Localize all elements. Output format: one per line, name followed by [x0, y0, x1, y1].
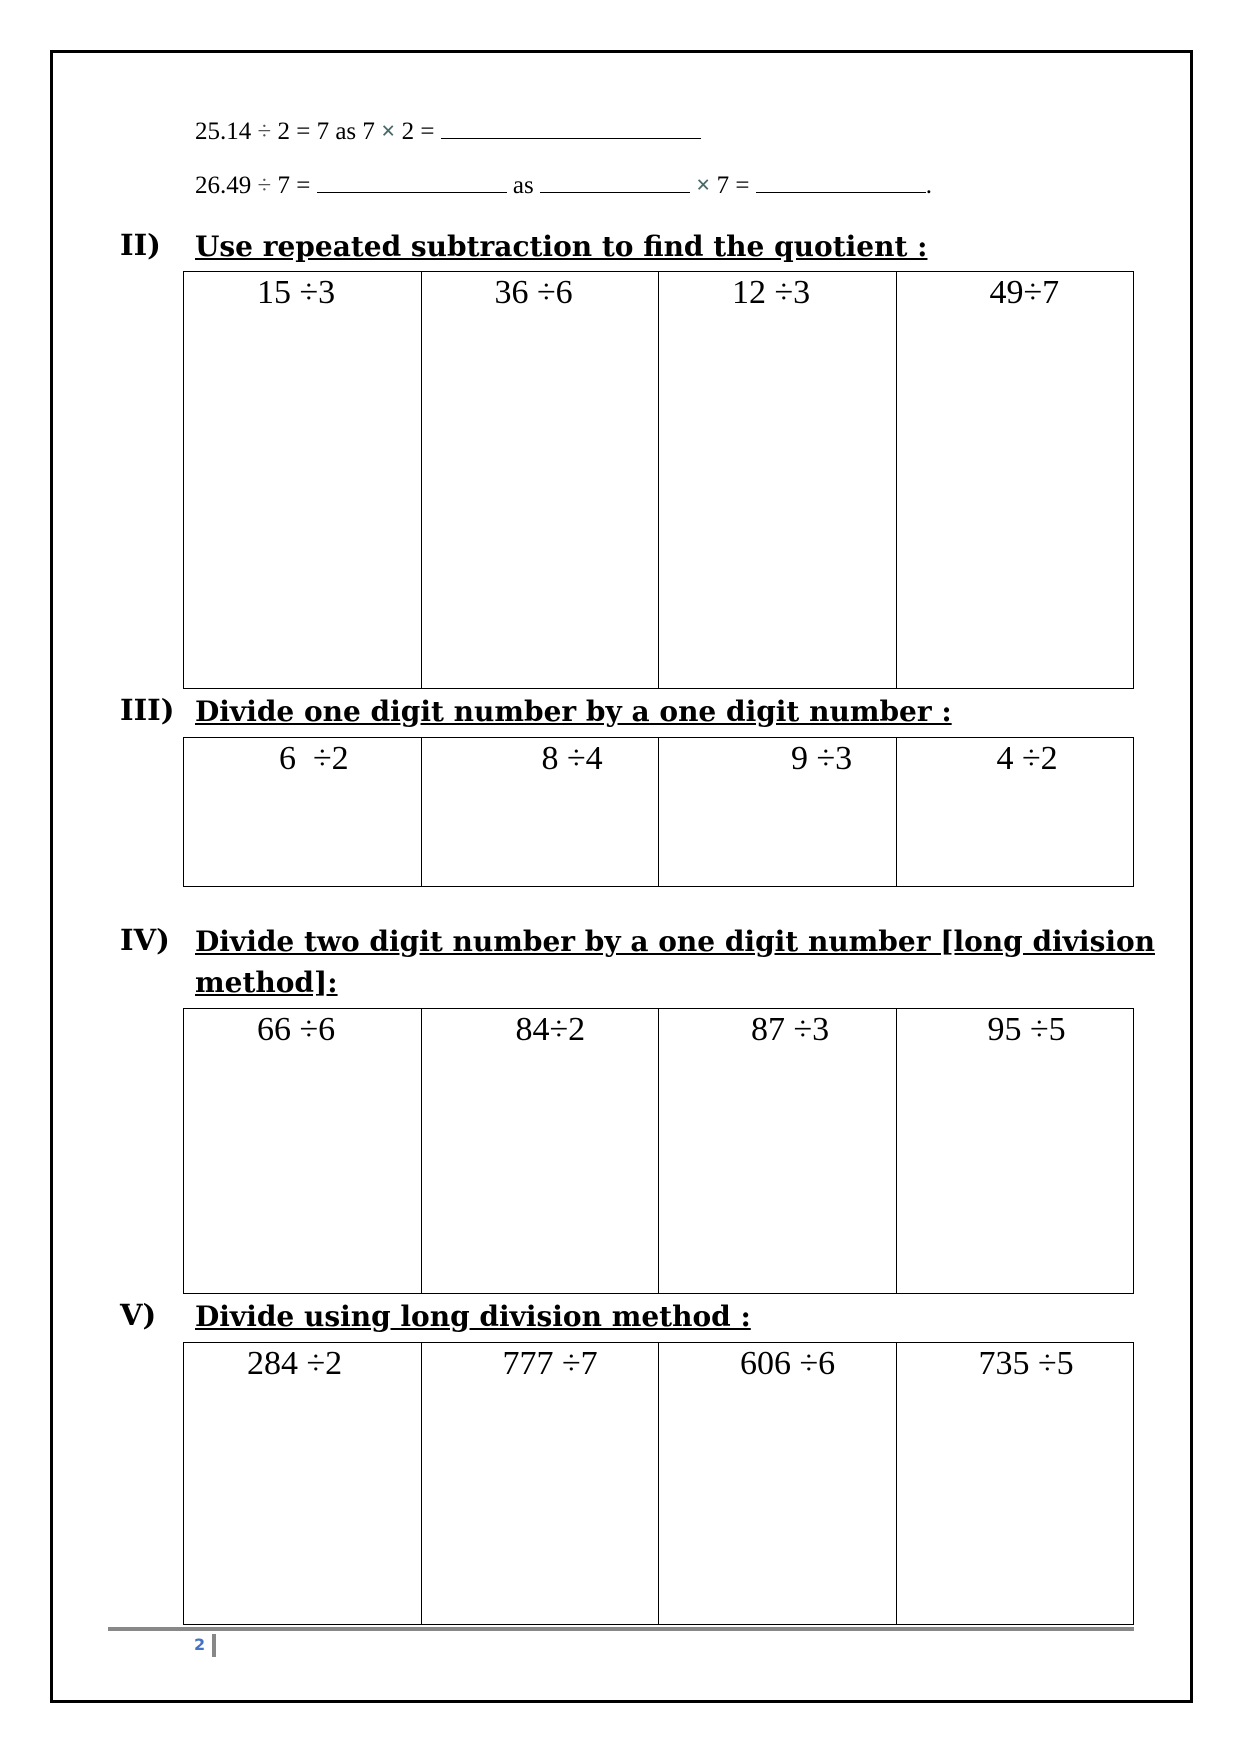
problem-label: 49÷7: [989, 274, 1060, 311]
answer-cell[interactable]: [184, 1343, 422, 1624]
question-26: [195, 170, 932, 201]
problem-label: 36 ÷6: [494, 274, 573, 311]
problem-label: 606 ÷6: [740, 1345, 836, 1382]
problem-label: 66 ÷6: [257, 1011, 336, 1048]
answer-cell[interactable]: [897, 272, 1134, 688]
q26-product-blank[interactable]: [756, 170, 926, 193]
multiply-sign: ×: [381, 118, 396, 145]
multiply-sign: ×: [696, 172, 711, 199]
q26-quotient-blank[interactable]: [317, 170, 507, 193]
q25-answer-blank[interactable]: [441, 116, 701, 139]
question-25: [195, 116, 701, 147]
section-title-iv-line1: Divide two digit number by a one digit number [long division: [195, 925, 1155, 958]
problem-label: 6 ÷2: [279, 740, 349, 777]
answer-grid-ii: [183, 271, 1134, 689]
section-title-iv-line2: method]:: [195, 966, 338, 999]
answer-grid-v: [183, 1342, 1134, 1625]
divide-sign: ÷: [257, 118, 272, 145]
answer-cell[interactable]: [422, 272, 660, 688]
problem-label: 15 ÷3: [257, 274, 336, 311]
answer-cell[interactable]: [897, 738, 1134, 886]
answer-grid-iv: [183, 1008, 1134, 1294]
problem-label: 9 ÷3: [791, 740, 853, 777]
problem-label: 12 ÷3: [732, 274, 811, 311]
answer-cell[interactable]: [184, 738, 422, 886]
footer-divider: [212, 1634, 216, 1657]
problem-label: 8 ÷4: [541, 740, 603, 777]
answer-cell[interactable]: [422, 1009, 660, 1293]
answer-cell[interactable]: [659, 1009, 897, 1293]
q26-end: 7 =: [716, 172, 750, 199]
section-title-v: Divide using long division method :: [195, 1300, 751, 1333]
answer-cell[interactable]: [897, 1009, 1134, 1293]
answer-cell[interactable]: [184, 1009, 422, 1293]
q26-period: .: [925, 172, 933, 199]
problem-label: 777 ÷7: [502, 1345, 598, 1382]
footer-rule: [108, 1627, 1134, 1631]
answer-grid-iii: [183, 737, 1134, 887]
answer-cell[interactable]: [184, 272, 422, 688]
problem-label: 87 ÷3: [751, 1011, 830, 1048]
section-number-ii: II): [120, 228, 161, 262]
q26-rhs: 7 =: [277, 172, 311, 199]
answer-cell[interactable]: [422, 738, 660, 886]
page-number: 2: [194, 1635, 206, 1654]
section-number-iii: III): [120, 693, 175, 727]
answer-cell[interactable]: [659, 738, 897, 886]
q25-rhs: 2 = 7 as 7: [277, 118, 375, 145]
answer-cell[interactable]: [422, 1343, 660, 1624]
q25-end: 2 =: [401, 118, 435, 145]
answer-cell[interactable]: [659, 1343, 897, 1624]
q26-as: as: [512, 172, 534, 199]
section-title-iii: Divide one digit number by a one digit number :: [195, 695, 952, 728]
answer-cell[interactable]: [659, 272, 897, 688]
q26-lhs: 26.49: [195, 172, 252, 199]
problem-label: 284 ÷2: [247, 1345, 343, 1382]
answer-cell[interactable]: [897, 1343, 1134, 1624]
section-number-v: V): [120, 1298, 157, 1332]
problem-label: 4 ÷2: [996, 740, 1058, 777]
divide-sign: ÷: [257, 172, 272, 199]
problem-label: 84÷2: [515, 1011, 586, 1048]
problem-label: 735 ÷5: [978, 1345, 1074, 1382]
q25-lhs: 25.14: [195, 118, 252, 145]
q26-factor-blank[interactable]: [540, 170, 690, 193]
problem-label: 95 ÷5: [987, 1011, 1066, 1048]
section-number-iv: IV): [120, 923, 170, 957]
section-title-ii: Use repeated subtraction to find the quotient :: [195, 230, 928, 263]
